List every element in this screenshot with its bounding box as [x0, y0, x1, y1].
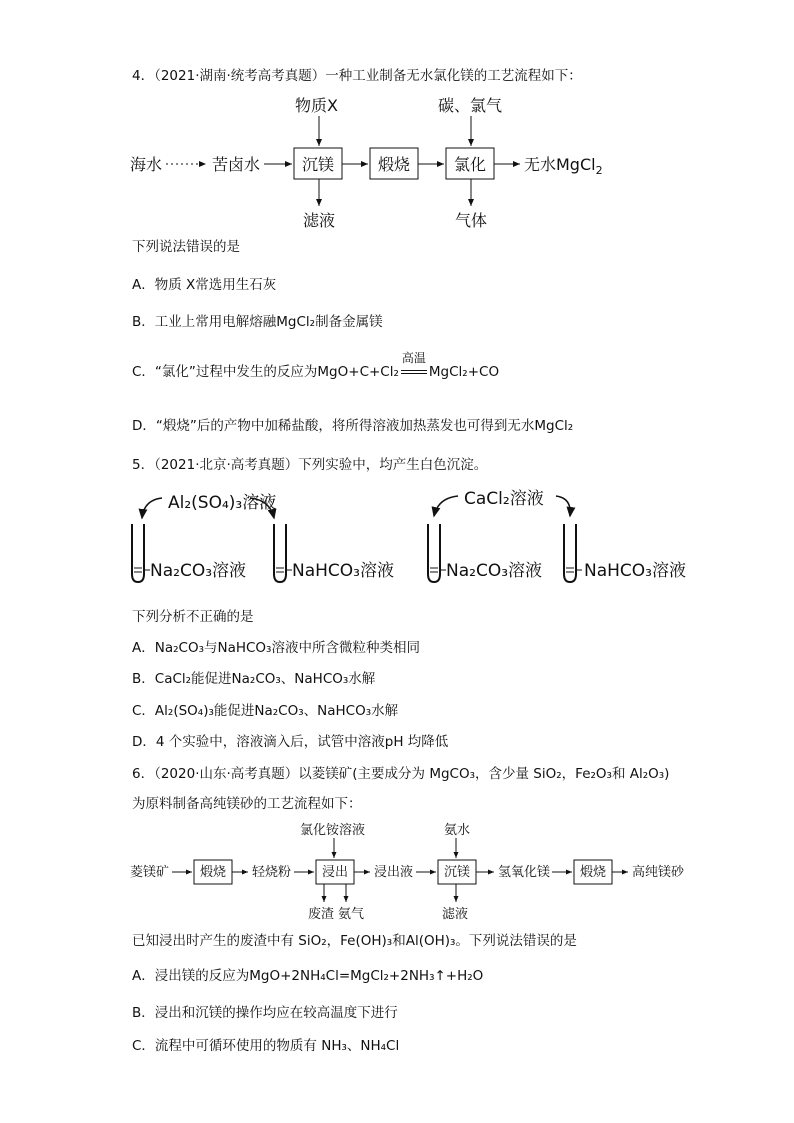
- q5-option-c: C．Al₂(SO₄)₃能促进Na₂CO₃、NaHCO₃水解: [132, 703, 399, 719]
- q6-note: 已知浸出时产生的废渣中有 SiO₂，Fe(OH)₃和Al(OH)₃。下列说法错误的是: [132, 933, 577, 949]
- q6-option-c: C．流程中可循环使用的物质有 NH₃、NH₄Cl: [132, 1038, 400, 1054]
- q4-out-gas: 气体: [455, 211, 488, 230]
- q4-input-c: 碳、氯气: [438, 96, 503, 115]
- q4-sea-water: 海水: [130, 155, 163, 174]
- q5-tube-1-label: Na₂CO₃溶液: [150, 561, 247, 581]
- test-tube-2: [274, 524, 292, 582]
- q4-option-d: D．“煅烧”后的产物中加稀盐酸，将所得溶液加热蒸发也可得到无水MgCl₂: [132, 418, 574, 434]
- q4-calcine: 煅烧: [378, 155, 411, 174]
- q4-option-a: A．物质 X常选用生石灰: [132, 277, 277, 293]
- q5-experiment-figure: [128, 482, 693, 592]
- q5-arrow-3: [434, 496, 458, 516]
- q6-leach: 浸出: [322, 865, 349, 880]
- q4-option-c-pre: C．“氯化”过程中发生的反应为MgO+C+Cl₂: [132, 364, 399, 380]
- q6-mgoh: 氢氧化镁: [498, 865, 551, 880]
- q4-option-c-post: MgCl₂+CO: [428, 364, 500, 380]
- q5-option-a: A．Na₂CO₃与NaHCO₃溶液中所含微粒种类相同: [132, 640, 420, 656]
- q6-option-b: B．浸出和沉镁的操作均应在较高温度下进行: [132, 1005, 398, 1021]
- q6-flow-diagram: [128, 818, 698, 926]
- q4-option-c-condition: 高温: [401, 362, 427, 382]
- test-tube-4: [564, 524, 582, 582]
- q5-option-d: D．4 个实验中，溶液滴入后，试管中溶液pH 均降低: [132, 734, 449, 750]
- q4-out-filtrate: 滤液: [303, 211, 336, 230]
- q6-precip: 沉镁: [444, 865, 471, 880]
- q6-stem-1: 6．（2020·山东·高考真题）以菱镁矿(主要成分为 MgCO₃，含少量 SiO₂，Fe₂O₃和 Al₂O₃): [132, 766, 670, 782]
- q6-out-filtrate: 滤液: [442, 907, 469, 922]
- test-tube-3: [428, 524, 446, 582]
- q4-brine: 苦卤水: [212, 155, 261, 174]
- q5-stem: 5．（2021·北京·高考真题）下列实验中，均产生白色沉淀。: [132, 457, 488, 473]
- q6-out-nh3: 氨气: [338, 907, 365, 922]
- q4-flow-diagram: [128, 92, 628, 232]
- q5-arrow-1: [142, 498, 162, 518]
- q4-precip: 沉镁: [302, 155, 335, 174]
- q5-reagent-2: CaCl₂溶液: [464, 489, 544, 509]
- q4-ask: 下列说法错误的是: [132, 239, 240, 255]
- q5-reagent-1: Al₂(SO₄)₃溶液: [168, 493, 277, 513]
- q4-stem: 4．（2021·湖南·统考高考真题）一种工业制备无水氯化镁的工艺流程如下：: [132, 68, 582, 84]
- q6-leachate: 浸出液: [374, 865, 414, 880]
- q6-option-a: A．浸出镁的反应为MgO+2NH₄Cl=MgCl₂+2NH₃↑+H₂O: [132, 968, 484, 984]
- q6-calcine-1: 煅烧: [200, 865, 227, 880]
- q4-input-x: 物质X: [295, 96, 338, 115]
- q6-calcine-2: 煅烧: [580, 865, 607, 880]
- q4-product: 无水MgCl$_2$: [524, 155, 603, 177]
- q5-option-b: B．CaCl₂能促进Na₂CO₃、NaHCO₃水解: [132, 671, 376, 687]
- q5-arrow-4: [556, 496, 570, 516]
- q6-out-waste: 废渣: [308, 907, 335, 922]
- q6-in-nh3: 氨水: [444, 823, 471, 838]
- q6-light-powder: 轻烧粉: [252, 865, 292, 880]
- q5-tube-3-label: Na₂CO₃溶液: [446, 561, 543, 581]
- q4-chlorinate: 氯化: [454, 155, 487, 174]
- q4-option-b: B．工业上常用电解熔融MgCl₂制备金属镁: [132, 314, 383, 330]
- q5-tube-4-label: NaHCO₃溶液: [584, 561, 686, 581]
- test-tube-1: [132, 524, 150, 582]
- q6-ore: 菱镁矿: [130, 865, 170, 880]
- q6-product: 高纯镁砂: [632, 865, 685, 880]
- q5-ask: 下列分析不正确的是: [132, 609, 254, 625]
- q6-stem-2: 为原料制备高纯镁砂的工艺流程如下：: [132, 796, 362, 812]
- q4-option-c: [132, 351, 500, 382]
- q5-tube-2-label: NaHCO₃溶液: [292, 561, 394, 581]
- q6-in-nh4cl: 氯化铵溶液: [300, 823, 366, 838]
